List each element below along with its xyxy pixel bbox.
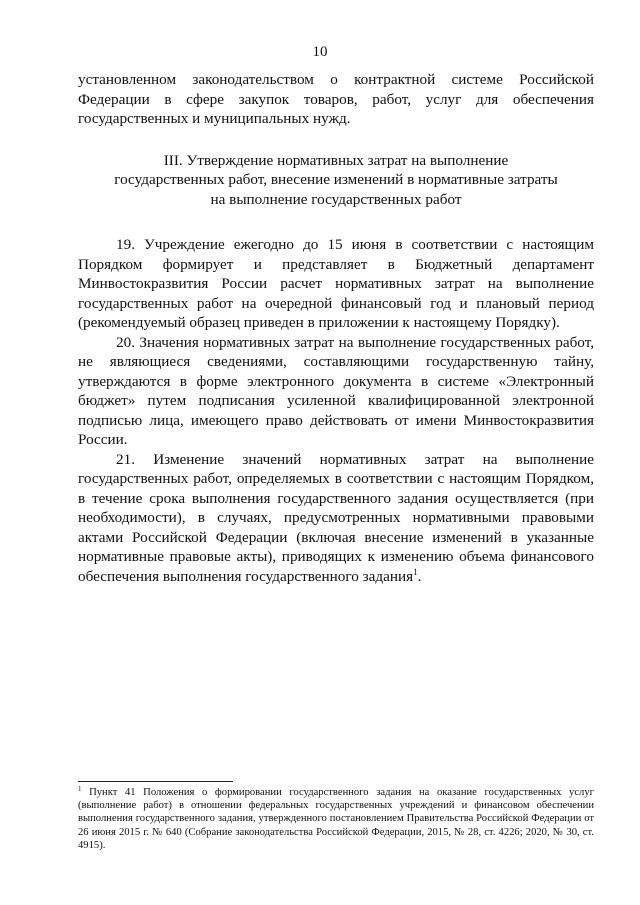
footnote-separator bbox=[78, 781, 233, 782]
section-heading-line: на выполнение государственных работ bbox=[210, 190, 462, 208]
paragraph-text: 21. Изменение значений нормативных затрат на выполнение государственных работ, определяемых в соответствии с настоящим Порядком, в течение срока выполнения государственного задания осуществляется (при необходимости), в случаях, предусмотренных нормативными правовыми актами Российской Федерации (включая внесение изменений в указанные нормативные правовые акты), приводящих к изменению объема финансового обеспечения выполнения государственного задания bbox=[78, 450, 594, 585]
paragraph-text: 19. Учреждение ежегодно до 15 июня в соответствии с настоящим Порядком формирует и представляет в Бюджетный департамент Минвостокразвития России расчет нормативных затрат на выполнение государственных работ на очередной финансовый год и плановый период (рекомендуемый образец приведен в приложении к настоящему Порядку). bbox=[78, 236, 594, 331]
section-heading bbox=[78, 151, 594, 210]
section-heading-line: государственных работ, внесение изменений в нормативные затраты bbox=[114, 171, 558, 188]
paragraph-19 bbox=[78, 235, 594, 333]
footnote-marker: 1 bbox=[78, 785, 82, 793]
paragraph-21 bbox=[78, 450, 594, 587]
intro-paragraph: установленном законодательством о контрактной системе Российской Федерации в сфере закупок товаров, работ, услуг для обеспечения государственных и муниципальных нужд. bbox=[78, 71, 594, 127]
paragraph-20 bbox=[78, 333, 594, 450]
footnote-reference: 1 bbox=[413, 566, 418, 577]
footnote bbox=[78, 786, 594, 852]
paragraph-end: . bbox=[417, 567, 422, 585]
footnote-text: Пункт 41 Положения о формировании государственного задания на оказание государственных услуг (выполнение работ) в отношении федеральных государственных учреждений и финансовом обеспечении выполнения государственного задания, утвержденного постановлением Правительства Российской Федерации от 26 июня 2015 г. № 640 (Собрание законодательства Российской Федерации, 2015, № 28, ст. 4226; 2020, № 30, ст. 4915). bbox=[78, 787, 594, 851]
document-body bbox=[78, 70, 594, 586]
page-number: 10 bbox=[312, 44, 328, 60]
section-heading-line: III. Утверждение нормативных затрат на выполнение bbox=[163, 151, 509, 169]
paragraph-text: 20. Значения нормативных затрат на выполнение государственных работ, не являющиеся сведениями, составляющими государственную тайну, утверждаются в форме электронного документа в системе «Электронный бюджет» путем подписания усиленной квалифицированной электронной подписью лица, имеющего право действовать от имени Минвостокразвития России. bbox=[78, 333, 594, 448]
